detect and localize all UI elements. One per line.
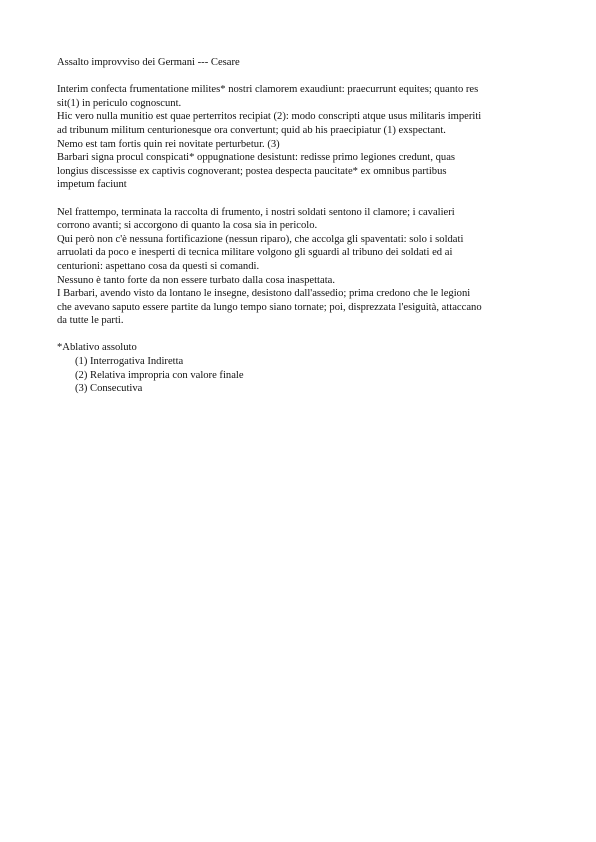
- grammar-notes: [57, 341, 543, 395]
- note-item: (1) Interrogativa Indiretta: [75, 356, 184, 368]
- latin-line: ad tribunum militum centurionesque ora convertunt; quid ab his praecipiatur (1) exspectant.: [57, 124, 446, 136]
- italian-line: Qui però non c'è nessuna fortificazione (nessun riparo), che accolga gli spaventati: solo i soldati: [57, 233, 464, 245]
- italian-line: corrono avanti; si accorgono di quanto la cosa sia in pericolo.: [57, 220, 318, 232]
- latin-line: Barbari signa procul conspicati* oppugnatione desistunt: redisse primo legiones credunt, quas: [57, 152, 456, 164]
- latin-text: [57, 83, 543, 192]
- latin-line: sit(1) in periculo cognoscunt.: [57, 97, 182, 109]
- italian-line: che avevano saputo essere partite da lungo tempo siano tornate; poi, disprezzata l'esiguità, attaccano: [57, 301, 482, 313]
- italian-translation: [57, 206, 543, 328]
- latin-line: longius discessisse ex captivis cognoverant; postea despecta paucitate* ex omnibus partibus: [57, 165, 447, 177]
- latin-line: Interim confecta frumentatione milites* nostri clamorem exaudiunt: praecurrunt equites; quanto res: [57, 84, 479, 96]
- paragraph-gap: [57, 328, 543, 342]
- document-title: Assalto improvviso dei Germani --- Cesare: [57, 57, 240, 68]
- latin-line: Nemo est tam fortis quin rei novitate perturbetur. (3): [57, 138, 280, 150]
- latin-line: Hic vero nulla munitio est quae perterritos recipiat (2): modo conscripti atque usus militaris imperiti: [57, 111, 482, 123]
- italian-line: centurioni: aspettano cosa da questi si comandi.: [57, 260, 260, 272]
- document-page: [57, 56, 543, 396]
- italian-line: Nel frattempo, terminata la raccolta di frumento, i nostri soldati sentono il clamore; i cavalieri: [57, 206, 455, 218]
- italian-line: Nessuno è tanto forte da non essere turbato dalla cosa inaspettata.: [57, 274, 335, 286]
- latin-line: impetum faciunt: [57, 179, 127, 191]
- italian-line: I Barbari, avendo visto da lontano le insegne, desistono dall'assedio; prima credono che le legioni: [57, 288, 471, 300]
- italian-line: da tutte le parti.: [57, 315, 124, 327]
- note-item: (2) Relativa impropria con valore finale: [75, 369, 244, 381]
- notes-heading: *Ablativo assoluto: [57, 342, 137, 354]
- paragraph-gap: [57, 192, 543, 206]
- italian-line: arruolati da poco e inesperti di tecnica militare volgono gli sguardi al tribuno dei soldati ed ai: [57, 247, 453, 259]
- notes-list: [57, 355, 543, 396]
- note-item: (3) Consecutiva: [75, 383, 143, 395]
